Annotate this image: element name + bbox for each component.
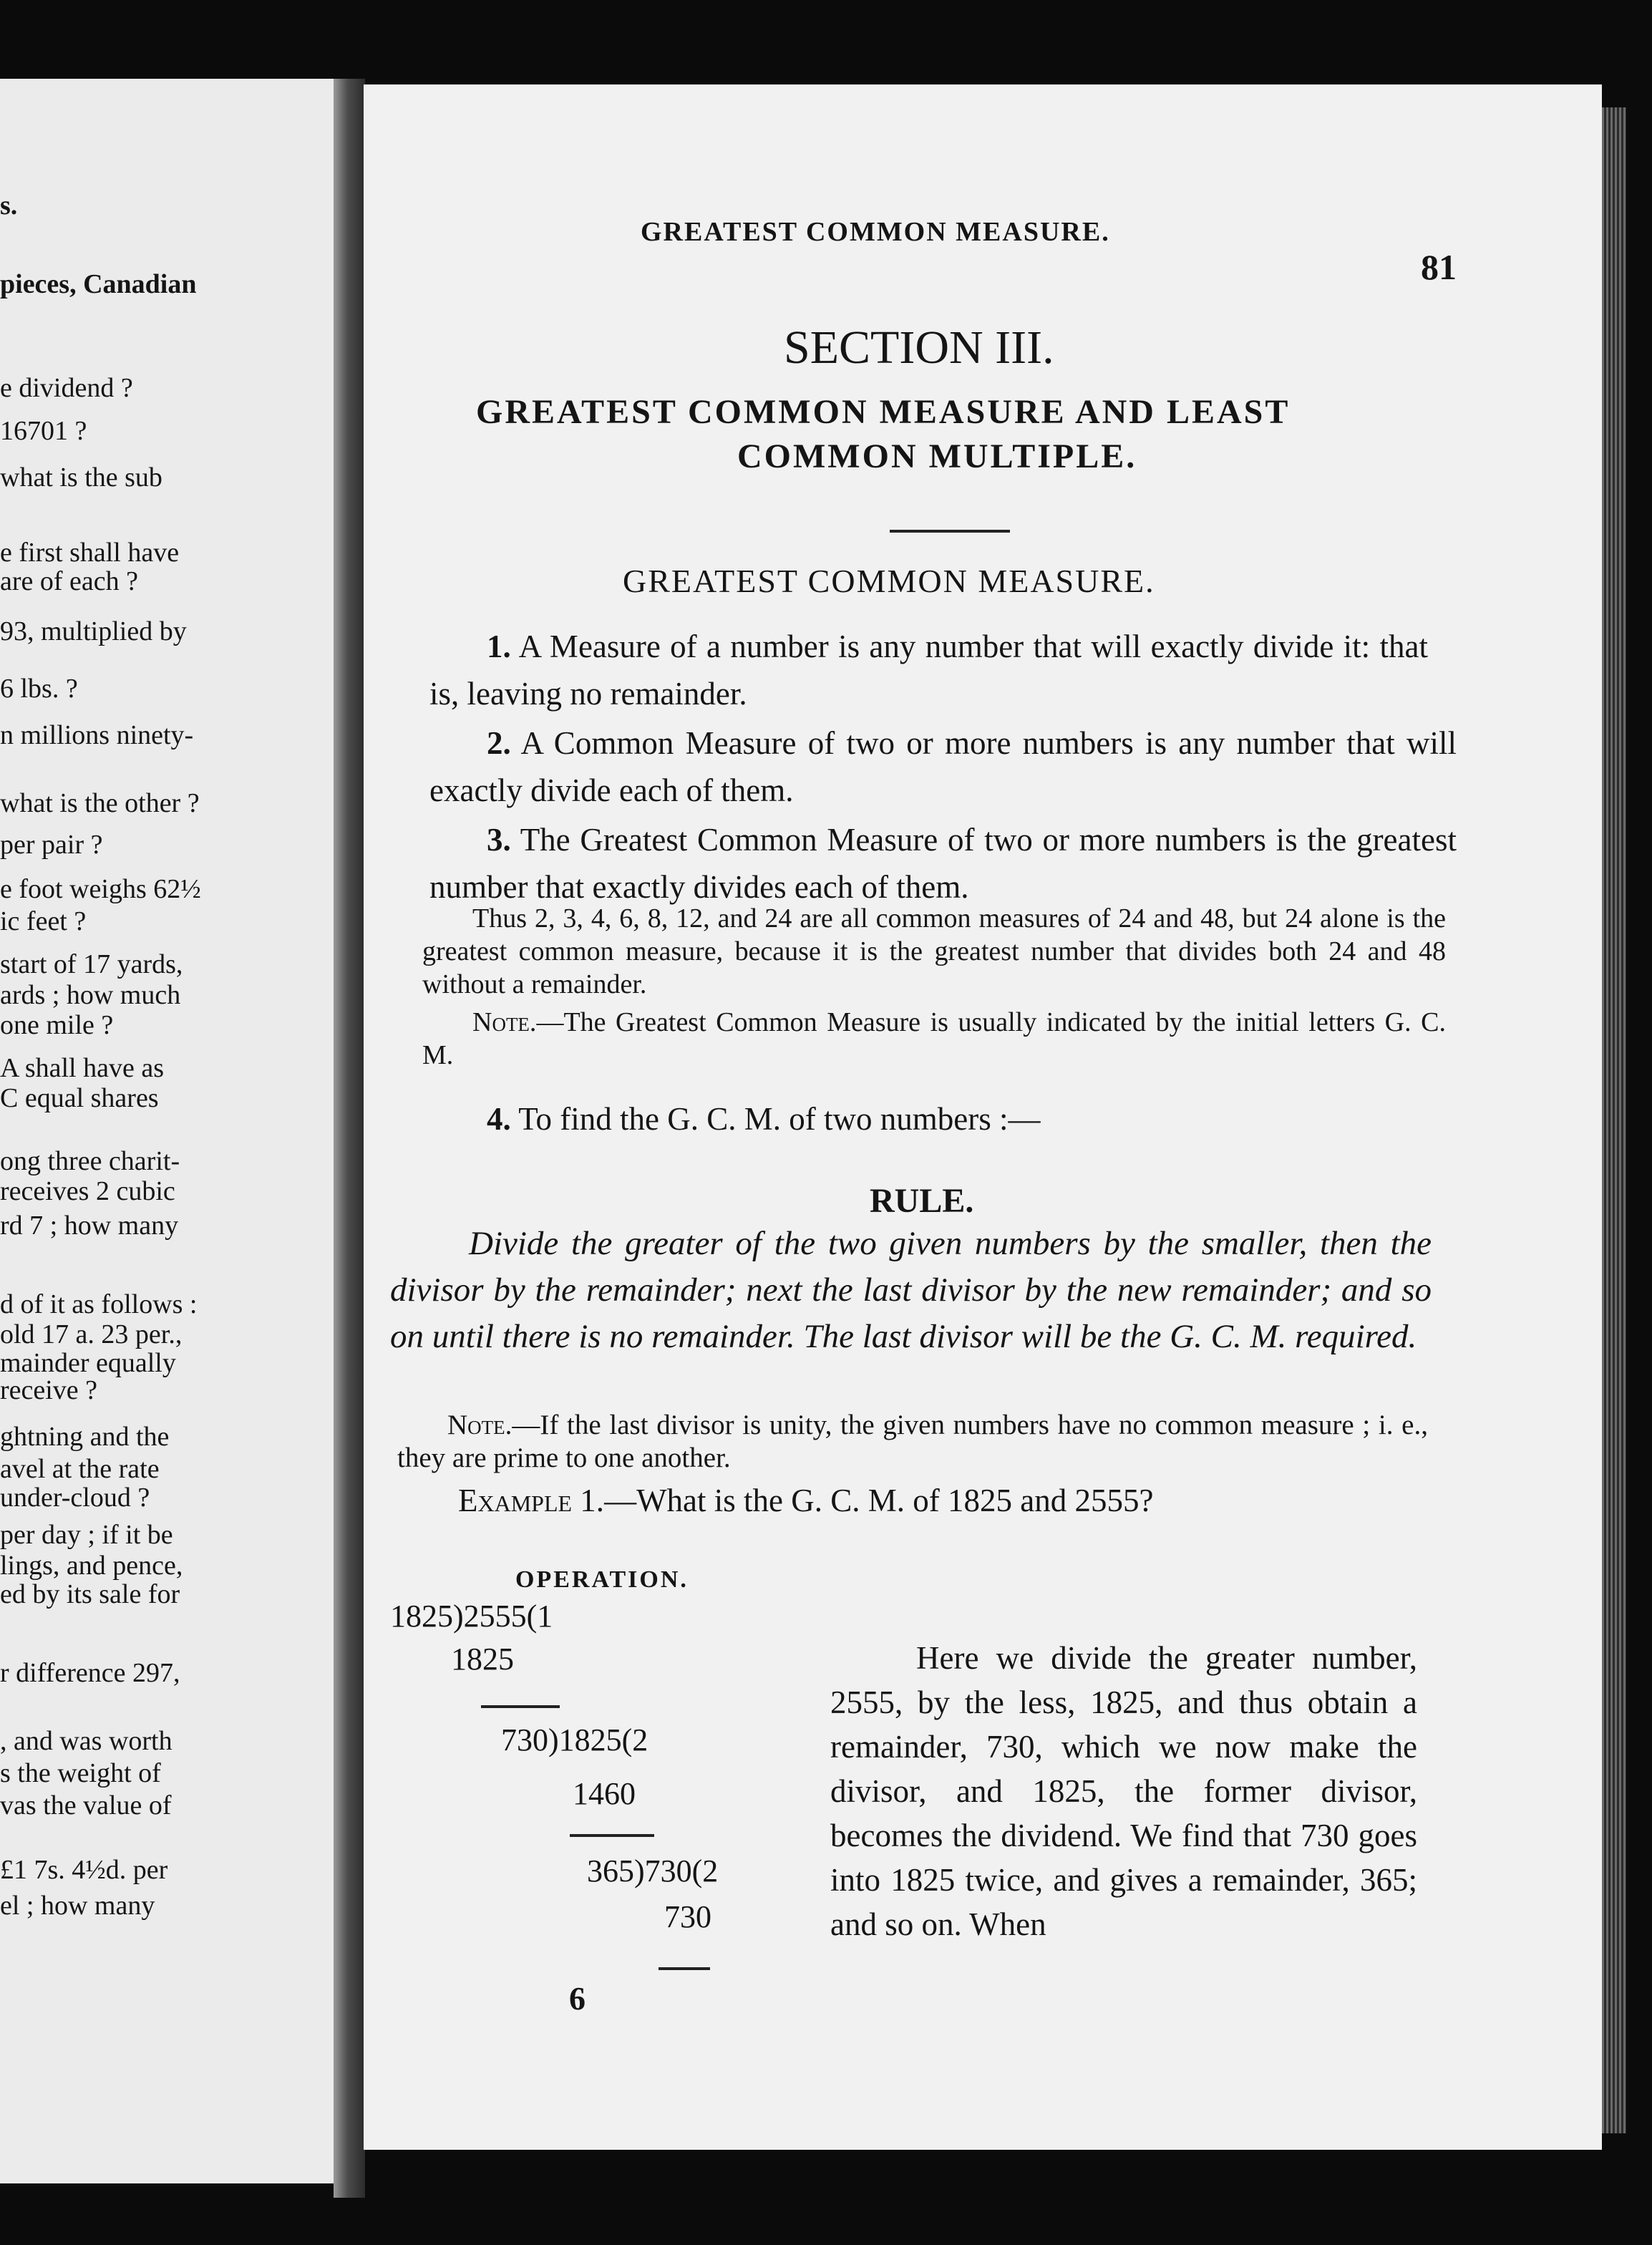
- rule-heading: RULE.: [870, 1182, 974, 1220]
- left-page-fragment: ong three charit-: [0, 1146, 180, 1176]
- left-page-fragment: ed by its sale for: [0, 1579, 180, 1609]
- note-unity-divisor: [397, 1409, 1428, 1475]
- left-page-fragment: d of it as follows :: [0, 1289, 198, 1319]
- left-page-fragment: under-cloud ?: [0, 1483, 150, 1513]
- left-page-fragment: what is the sub: [0, 462, 162, 493]
- operation-label: OPERATION.: [515, 1566, 689, 1593]
- left-facing-page: [0, 79, 336, 2183]
- definition-3-text: The Greatest Common Measure of two or more numbers is the greatest number that exactly divides each of them.: [429, 822, 1457, 905]
- note-label: Note.: [472, 1007, 537, 1037]
- definition-3: [429, 816, 1457, 911]
- rule-text: Divide the greater of the two given numbers by the smaller, then the divisor by the remainder; next the last divisor by the new remainder; and so on until there is no remainder. The last divisor will be the G. C. M. required.: [390, 1225, 1432, 1355]
- definition-2-text: A Common Measure of two or more numbers is any number that will exactly divide each of them.: [429, 725, 1457, 808]
- operation-rule-1: [481, 1705, 560, 1708]
- step-4-number: 4.: [487, 1101, 511, 1137]
- operation-line-2: 1825: [451, 1642, 514, 1677]
- example-question-text: —What is the G. C. M. of 1825 and 2555?: [604, 1483, 1154, 1518]
- section-divider: [890, 530, 1010, 533]
- section-heading-line-1: GREATEST COMMON MEASURE AND LEAST: [476, 393, 1291, 431]
- example-explanation: Here we divide the greater number, 2555, by the less, 1825, and thus obtain a remainder, 730, which we now make the divisor, and 1825, the former divisor, becomes the dividend. We find that 730 goes into 1825 twice, and gives a remainder, 365; and so on. When: [830, 1640, 1417, 1942]
- operation-rule-3: [659, 1967, 710, 1970]
- left-page-fragment: receives 2 cubic: [0, 1176, 175, 1206]
- common-measure-example: Thus 2, 3, 4, 6, 8, 12, and 24 are all common measures of 24 and 48, but 24 alone is the greatest common measure, because it is the greatest number that divides both 24 and 48 without a remainder.: [422, 903, 1446, 999]
- left-page-fragment: mainder equally: [0, 1348, 176, 1378]
- left-page-fragment: receive ?: [0, 1375, 98, 1405]
- left-page-fragment: 93, multiplied by: [0, 616, 187, 646]
- operation-line-3: 730)1825(2: [501, 1722, 648, 1757]
- signature-mark: 6: [569, 1980, 586, 2017]
- note-gcm-abbreviation: [422, 1006, 1446, 1072]
- left-page-fragment: e foot weighs 62½: [0, 874, 201, 904]
- left-page-fragment: avel at the rate: [0, 1454, 160, 1484]
- left-page-fragment: e first shall have: [0, 538, 180, 568]
- definition-1: [429, 623, 1428, 717]
- left-page-fragment: , and was worth: [0, 1726, 173, 1756]
- page-edge: [1602, 107, 1626, 2133]
- left-page-fragment: s.: [0, 190, 18, 220]
- left-page-fragment: one mile ?: [0, 1010, 114, 1040]
- left-page-fragment: what is the other ?: [0, 788, 200, 818]
- left-page-fragment: pieces, Canadian: [0, 269, 197, 299]
- definition-1-text: A Measure of a number is any number that will exactly divide it: that is, leaving no remainder.: [429, 629, 1428, 712]
- operation-rule-2: [570, 1834, 654, 1837]
- left-page-fragment: old 17 a. 23 per.,: [0, 1319, 183, 1349]
- left-page-fragment: r difference 297,: [0, 1658, 180, 1688]
- definition-3-number: 3.: [487, 822, 511, 858]
- book-gutter: [334, 79, 365, 2198]
- page-number: 81: [1421, 247, 1457, 287]
- running-header: GREATEST COMMON MEASURE.: [641, 217, 1110, 247]
- left-page-fragment: ic feet ?: [0, 906, 87, 936]
- operation-line-5: 365)730(2: [587, 1853, 719, 1888]
- left-page-fragment: e dividend ?: [0, 373, 133, 403]
- left-page-fragment: lings, and pence,: [0, 1551, 183, 1581]
- definition-1-number: 1.: [487, 629, 511, 664]
- section-heading-line-2: COMMON MULTIPLE.: [737, 437, 1137, 475]
- example-label: Example 1.: [458, 1483, 605, 1518]
- operation-line-6: 730: [664, 1899, 711, 1934]
- left-page-fragment: s the weight of: [0, 1758, 161, 1788]
- left-page-fragment: n millions ninety-: [0, 720, 194, 750]
- note-text: —The Greatest Common Measure is usually indicated by the initial letters G. C. M.: [422, 1007, 1446, 1070]
- subsection-heading: GREATEST COMMON MEASURE.: [623, 563, 1155, 599]
- step-4-text: To find the G. C. M. of two numbers :—: [518, 1101, 1041, 1137]
- left-page-fragment: 16701 ?: [0, 416, 87, 446]
- note-2-label: Note.: [447, 1410, 512, 1440]
- left-page-fragment: ghtning and the: [0, 1422, 170, 1452]
- note-2-text: —If the last divisor is unity, the given numbers have no common measure ; i. e., they are prime to one another.: [397, 1410, 1428, 1473]
- example-question: [458, 1482, 1153, 1519]
- left-page-fragment: are of each ?: [0, 566, 139, 596]
- left-page-fragment: A shall have as: [0, 1053, 165, 1083]
- operation-line-4: 1460: [573, 1776, 636, 1811]
- left-page-fragment: vas the value of: [0, 1790, 172, 1820]
- left-page-fragment: start of 17 yards,: [0, 949, 183, 979]
- left-page-fragment: 6 lbs. ?: [0, 674, 78, 704]
- left-page-fragment: per day ; if it be: [0, 1520, 173, 1550]
- left-page-fragment: ards ; how much: [0, 980, 181, 1010]
- left-page-fragment: £1 7s. 4½d. per: [0, 1855, 168, 1885]
- definition-2-number: 2.: [487, 725, 511, 761]
- left-page-fragment: rd 7 ; how many: [0, 1211, 179, 1241]
- definition-2: [429, 719, 1457, 814]
- operation-line-1: 1825)2555(1: [390, 1599, 553, 1634]
- left-page-fragment: el ; how many: [0, 1891, 155, 1921]
- left-page-fragment: C equal shares: [0, 1083, 159, 1113]
- section-title: SECTION III.: [784, 321, 1054, 374]
- left-page-fragment: per pair ?: [0, 830, 103, 860]
- step-4: [429, 1095, 1432, 1143]
